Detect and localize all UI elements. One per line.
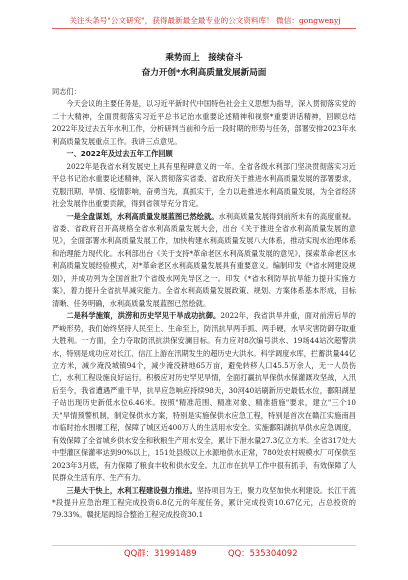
section1-paragraph: 2022年是我省水利发展史上具有里程碑意义的一年。全省各级水利部门坚决贯彻落实习近平总书记治水重要论述精神，深入贯彻落实省委、省政府关于推进水利高质量发展的部署要求，克服汛期、旱情、疫情影响，奋勇当先，真抓实干，全力以赴推进水利高质量发展，为全省经济社会发展作出重要贡献，得到省领导充分肯定。 [52, 161, 356, 209]
section-heading-1: 一、2022年及过去五年工作回顾 [66, 149, 173, 159]
document-body [52, 86, 356, 538]
point-one-paragraph [52, 211, 356, 311]
point-three-text: 坚持项目为王，聚力攻坚加快水利建设。长江干流*段提升应急治理工程完成投资6.8亿元的年度任务，累计完成投资10.67亿元，占总投资的79.33%。赣抚尾闾综合整治工程完成投资30.1 [52, 485, 356, 520]
qq-group-contact [124, 547, 197, 559]
qq-number: 535304092 [249, 548, 298, 558]
qq-group-label: QQ群： [124, 548, 154, 558]
point-one-text: 水利高质量发展得到前所未有的高度重视。省委、省政府召开高规格全省水利高质量发展大会，出台《关于推进全省水利高质量发展的意见》，全面部署水利高质量发展工作，加快构建水利高质量发展八大体系，推动实现水治理体系和治理能力现代化。水利部出台《关于支持*革命老区水利高质量发展的意见》，探索革命老区水利高质量发展经验模式，对*革命老区水利高质量发展具有重要意义。编制印发《*省水网建设规划》，并成功列为全国首批7个省级水网先导区之一。印发《*省水利防旱抗旱能力提升实施方案》，着力提升全省抗旱减灾能力。全省水利高质量发展政策、规划、方案体系基本形成，目标清晰、任务明确，水利高质量发展蓝图已然绘就。 [52, 211, 356, 308]
qq-contact [228, 547, 298, 559]
point-three-paragraph [52, 485, 356, 522]
banner-divider [52, 28, 356, 29]
point-three-lead: 三是大干快上，水利工程建设强力推进。 [66, 485, 197, 495]
point-two-text: 2022年，我省洪旱并重，面对前涝后旱的严峻形势，我们始终坚持人民至上、生命至上，防汛抗旱两手抓、两手硬，水旱灾害防御夺取重大胜利。一方面，全力夺取防汛抗洪保安澜目标。有力应对8次编号洪水、19场44站次超警洪水，特别是成功应对长江、信江上游在汛期发生的超历史大洪水。科学调度水库，拦蓄洪量44亿立方米，减少淹没城镇94个，减少淹没耕地65万亩，避免转移人口45.5万余人，无一人员伤亡，水利工程设施良好运行。积极应对历史罕见旱情，全面打赢抗旱保供水保灌溉攻坚战，入汛后至今，我省遭遇严重干旱，抗旱应急响应持续98天，30河40站刷新历史最低水位，鄱阳湖星子站出现历史新低水位6.46米。按照"精准范围、精准对象、精准措施"要求，建立"三个10天"旱情预警机制，制定保供水方案，特别是实施保供水应急工程，特别是首次在赣江实施南昌市临时抬水围堰工程，保障了城区近400万人的生活用水安全。实施鄱阳湖抗旱供水应急调度，有效保障了全省城乡供水安全和秋粮生产用水安全，累计下泄水量27.3亿立方米。全省317处大中型灌区保灌率达到90%以上，151处县级以上水源地供水正常，780处农村规模水厂可保供至2023年3月底，有力保障了粮食丰收和供水安全。九江市在抗旱工作中很有抓手，有效保障了人民群众生活有序、生产有力。 [52, 311, 356, 483]
point-one-lead: 一是全盘谋划，水利高质量发展蓝图已然绘就。 [66, 211, 219, 221]
qq-group-number: 31991489 [153, 548, 197, 558]
banner-text: 关注头条号"公文研究"，获得最新最全最专业的公文资料库！ 微信：gongwenyj [69, 16, 341, 25]
point-two-paragraph [52, 310, 356, 484]
qq-label: QQ： [228, 548, 250, 558]
document-title: 乘势而上 接续奋斗 [165, 53, 243, 63]
footer [0, 545, 408, 559]
document-subtitle: 奋力开创*水利高质量发展新局面 [141, 68, 267, 78]
greeting: 同志们： [52, 87, 81, 96]
header-banner [0, 14, 408, 28]
footer-divider [52, 545, 356, 546]
intro-paragraph: 今天会议的主要任务是，以习近平新时代中国特色社会主义思想为指导，深入贯彻落实党的二十大精神，全面贯彻落实习近平总书记治水重要论述精神和视察*重要讲话精神，回顾总结2022年及过去五年水利工作，分析研判当前和今后一段时期的形势与任务，部署安排2023年水利高质量发展重点工作。我讲三点意见。 [52, 99, 356, 146]
point-two-lead: 二是科学施策，洪涝和历史罕见干旱成功抗御。 [66, 311, 221, 321]
